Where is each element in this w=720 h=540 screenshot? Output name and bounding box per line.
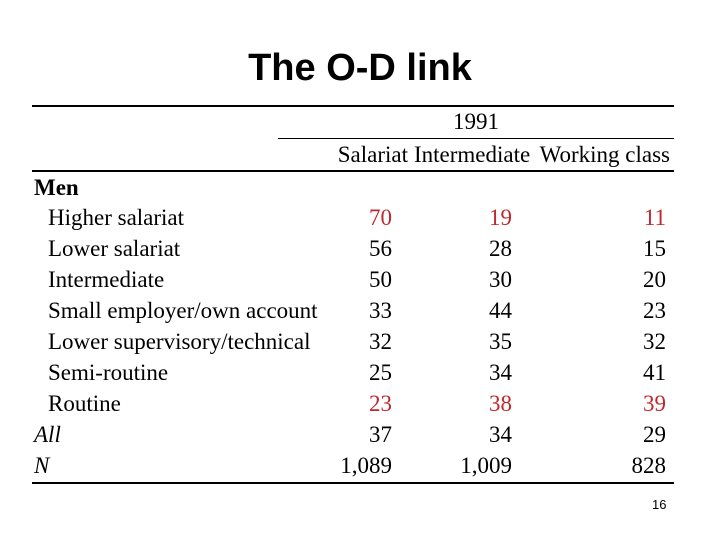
cell-value: 35 bbox=[489, 329, 512, 354]
cell-value: 50 bbox=[369, 267, 392, 292]
cell-value: 23 bbox=[643, 298, 666, 323]
row-label: Semi-routine bbox=[48, 360, 169, 385]
summary-label-all: All bbox=[34, 422, 61, 447]
cell-value: 30 bbox=[489, 267, 512, 292]
cell-value: 23 bbox=[369, 391, 392, 416]
table-top-rule bbox=[32, 105, 674, 107]
cell-value: 32 bbox=[643, 329, 666, 354]
summary-label-n: N bbox=[34, 453, 50, 478]
cell-value: 28 bbox=[489, 236, 512, 261]
row-label: Lower supervisory/technical bbox=[48, 329, 311, 354]
cell-value: 38 bbox=[489, 391, 512, 416]
row-label: Routine bbox=[48, 391, 121, 416]
column-header-working-class: Working class bbox=[539, 142, 670, 167]
cell-value: 34 bbox=[489, 360, 512, 385]
cell-value: 56 bbox=[369, 236, 392, 261]
cell-value: 25 bbox=[369, 360, 392, 385]
page-number: 16 bbox=[652, 497, 667, 512]
cell-value: 41 bbox=[643, 360, 666, 385]
cell-value: 19 bbox=[489, 205, 512, 230]
summary-value: 1,089 bbox=[340, 453, 392, 478]
cell-value: 70 bbox=[369, 205, 392, 230]
row-label: Small employer/own account bbox=[48, 298, 318, 323]
period-header: 1991 bbox=[453, 109, 499, 134]
cell-value: 44 bbox=[489, 298, 512, 323]
column-header-salariat: Salariat bbox=[337, 142, 408, 167]
row-label: Intermediate bbox=[48, 267, 165, 292]
slide-title: The O-D link bbox=[248, 47, 472, 89]
row-label: Higher salariat bbox=[48, 205, 185, 230]
cell-value: 39 bbox=[643, 391, 666, 416]
cell-value: 32 bbox=[369, 329, 392, 354]
header-bottom-rule bbox=[32, 170, 674, 172]
cell-value: 33 bbox=[369, 298, 392, 323]
summary-value: 34 bbox=[489, 422, 512, 447]
column-header-intermediate: Intermediate bbox=[414, 142, 531, 167]
summary-value: 37 bbox=[369, 422, 392, 447]
row-label: Lower salariat bbox=[48, 236, 181, 261]
cell-value: 20 bbox=[643, 267, 666, 292]
summary-value: 29 bbox=[643, 422, 666, 447]
cell-value: 15 bbox=[643, 236, 666, 261]
summary-value: 828 bbox=[631, 453, 666, 478]
cell-value: 11 bbox=[643, 205, 666, 230]
group-label-men: Men bbox=[34, 175, 79, 200]
summary-value: 1,009 bbox=[460, 453, 512, 478]
table-bottom-rule bbox=[32, 482, 674, 484]
